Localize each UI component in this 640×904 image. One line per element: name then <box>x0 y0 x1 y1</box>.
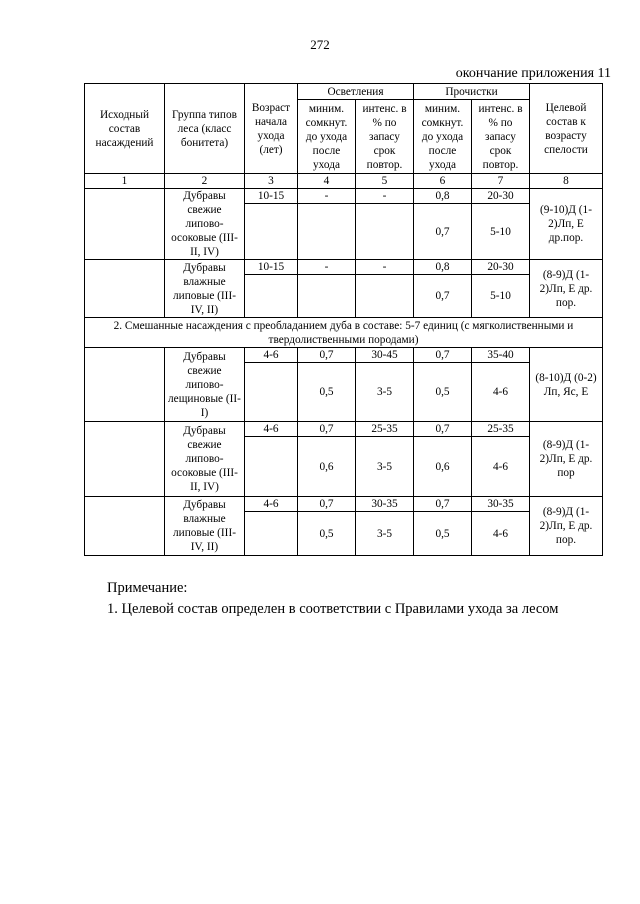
note-title: Примечание: <box>107 580 188 596</box>
header-osv: Осветления <box>298 84 414 100</box>
osv-int-cell: 3-5 <box>356 363 414 422</box>
proch-min-cell: 0,7 <box>414 422 472 437</box>
initial-cell <box>85 497 165 556</box>
osv-int-cell: 25-35 <box>356 422 414 437</box>
age-cell <box>245 363 298 422</box>
osv-min-cell: - <box>298 260 356 275</box>
age-cell: 10-15 <box>245 189 298 204</box>
proch-int-cell: 30-35 <box>472 497 530 512</box>
forest-care-table <box>84 83 603 556</box>
proch-min-cell: 0,8 <box>414 260 472 275</box>
section-row <box>85 318 603 348</box>
table-row <box>85 422 603 437</box>
osv-min-cell: 0,7 <box>298 497 356 512</box>
col-num: 2 <box>165 174 245 189</box>
proch-int-cell: 4-6 <box>472 437 530 497</box>
initial-cell <box>85 260 165 318</box>
osv-min-cell: 0,7 <box>298 348 356 363</box>
proch-min-cell: 0,5 <box>414 512 472 556</box>
osv-min-cell: - <box>298 189 356 204</box>
header-target: Целевой состав к возрасту спелости <box>530 84 603 174</box>
header-osv-int: интенс. в % по запасу срок повтор. <box>356 100 414 174</box>
age-cell: 4-6 <box>245 348 298 363</box>
proch-min-cell: 0,7 <box>414 348 472 363</box>
osv-min-cell: 0,5 <box>298 363 356 422</box>
osv-int-cell: - <box>356 260 414 275</box>
target-cell: (8-9)Д (1-2)Лп, Е др. пор. <box>530 260 603 318</box>
col-num: 7 <box>472 174 530 189</box>
osv-min-cell: 0,5 <box>298 512 356 556</box>
page-number: 272 <box>310 37 330 52</box>
osv-min-cell: 0,6 <box>298 437 356 497</box>
col-num: 3 <box>245 174 298 189</box>
proch-min-cell: 0,8 <box>414 189 472 204</box>
osv-int-cell <box>356 204 414 260</box>
osv-int-cell: 30-35 <box>356 497 414 512</box>
section-2-title: 2. Смешанные насаждения с преобладанием дуба в составе: 5-7 единиц (с мягколиственными и твердолиственными породами) <box>85 318 603 348</box>
header-proch-int: интенс. в % по запасу срок повтор. <box>472 100 530 174</box>
proch-min-cell: 0,7 <box>414 497 472 512</box>
column-number-row <box>85 174 603 189</box>
proch-int-cell: 35-40 <box>472 348 530 363</box>
table-row <box>85 497 603 512</box>
forest-type: Дубравы свежие липово-осоковые (III-II, IV) <box>165 189 245 260</box>
table-row <box>85 189 603 204</box>
col-num: 4 <box>298 174 356 189</box>
osv-int-cell: 3-5 <box>356 437 414 497</box>
initial-cell <box>85 348 165 422</box>
forest-type: Дубравы свежие липово-лещиновые (II-I) <box>165 348 245 422</box>
osv-min-cell <box>298 275 356 318</box>
header-age: Возраст начала ухода (лет) <box>245 84 298 174</box>
age-cell <box>245 204 298 260</box>
age-cell <box>245 437 298 497</box>
col-num: 8 <box>530 174 603 189</box>
osv-int-cell: 30-45 <box>356 348 414 363</box>
col-num: 6 <box>414 174 472 189</box>
table-row <box>85 260 603 275</box>
forest-type: Дубравы свежие липово-осоковые (III-II, IV) <box>165 422 245 497</box>
note-1: 1. Целевой состав определен в соответствии с Правилами ухода за лесом <box>107 601 559 617</box>
osv-min-cell: 0,7 <box>298 422 356 437</box>
col-num: 1 <box>85 174 165 189</box>
proch-min-cell: 0,7 <box>414 275 472 318</box>
proch-int-cell: 20-30 <box>472 189 530 204</box>
initial-cell <box>85 189 165 260</box>
osv-int-cell: 3-5 <box>356 512 414 556</box>
header-group: Группа типов леса (класс бонитета) <box>165 84 245 174</box>
proch-int-cell: 20-30 <box>472 260 530 275</box>
header-initial: Исходный состав насаждений <box>85 84 165 174</box>
proch-int-cell: 5-10 <box>472 204 530 260</box>
proch-min-cell: 0,6 <box>414 437 472 497</box>
continuation-label: окончание приложения 11 <box>455 66 611 81</box>
proch-int-cell: 4-6 <box>472 363 530 422</box>
header-osv-min: миним. сомкнут. до ухода после ухода <box>298 100 356 174</box>
header-proch: Прочистки <box>414 84 530 100</box>
age-cell <box>245 275 298 318</box>
proch-int-cell: 4-6 <box>472 512 530 556</box>
target-cell: (8-10)Д (0-2) Лп, Яс, Е <box>530 348 603 422</box>
age-cell <box>245 512 298 556</box>
proch-int-cell: 5-10 <box>472 275 530 318</box>
age-cell: 4-6 <box>245 497 298 512</box>
osv-int-cell <box>356 275 414 318</box>
target-cell: (9-10)Д (1-2)Лп, Е др.пор. <box>530 189 603 260</box>
age-cell: 4-6 <box>245 422 298 437</box>
proch-int-cell: 25-35 <box>472 422 530 437</box>
forest-type: Дубравы влажные липовые (III-IV, II) <box>165 260 245 318</box>
target-cell: (8-9)Д (1-2)Лп, Е др. пор <box>530 422 603 497</box>
forest-type: Дубравы влажные липовые (III-IV, II) <box>165 497 245 556</box>
table-row <box>85 348 603 363</box>
initial-cell <box>85 422 165 497</box>
target-cell: (8-9)Д (1-2)Лп, Е др. пор. <box>530 497 603 556</box>
header-proch-min: миним. сомкнут. до ухода после ухода <box>414 100 472 174</box>
proch-min-cell: 0,7 <box>414 204 472 260</box>
osv-int-cell: - <box>356 189 414 204</box>
osv-min-cell <box>298 204 356 260</box>
age-cell: 10-15 <box>245 260 298 275</box>
col-num: 5 <box>356 174 414 189</box>
proch-min-cell: 0,5 <box>414 363 472 422</box>
